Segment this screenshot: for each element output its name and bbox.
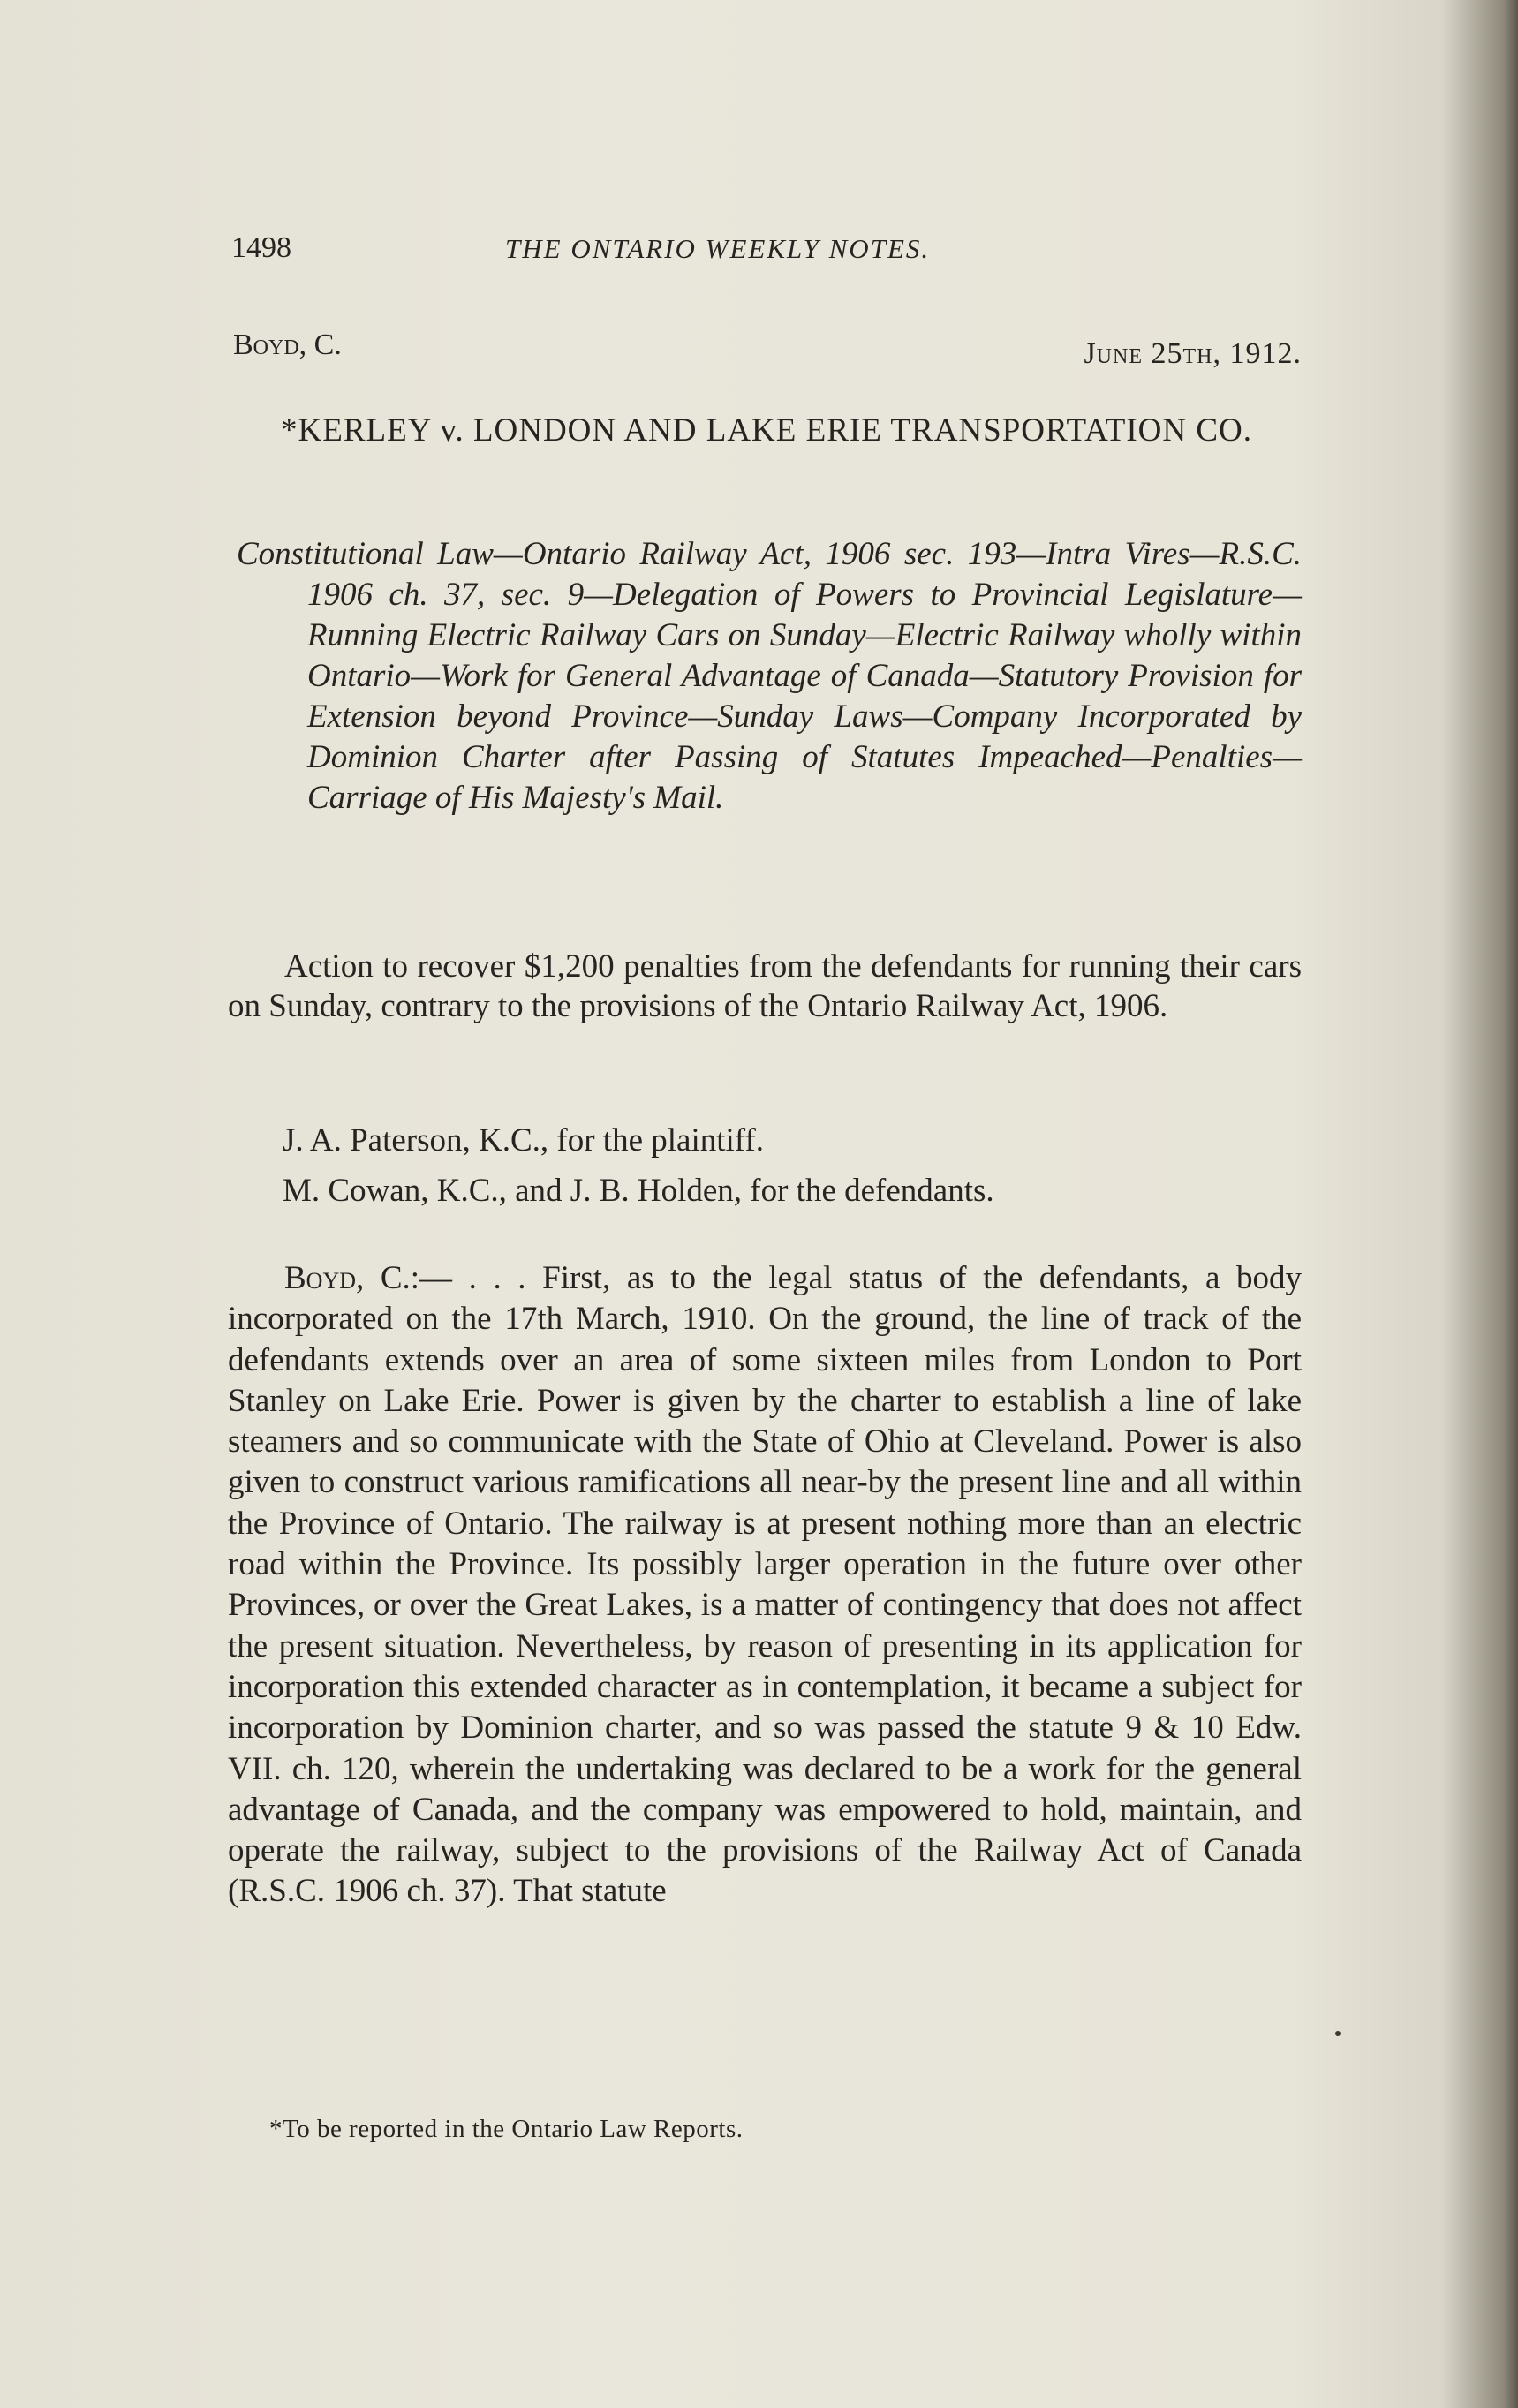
running-title: THE ONTARIO WEEKLY NOTES.	[505, 233, 931, 264]
judgment-speaker: Boyd, C.:—	[284, 1260, 453, 1296]
decision-date: June 25th, 1912.	[1084, 337, 1302, 370]
case-title: *KERLEY v. LONDON AND LAKE ERIE TRANSPORTATION CO.	[281, 412, 1252, 449]
judgment-paragraph	[228, 1258, 1302, 1913]
footnote: *To be reported in the Ontario Law Reports.	[269, 2115, 744, 2143]
paper-speck	[1335, 2031, 1341, 2036]
judgment-text: . . . First, as to the legal status of the defendants, a body incorporated on the 17th March, 1910. On the ground, the line of track of the defendants extends over an area of some sixteen miles from London to Port Stanley on Lake Erie. Power is given by the charter to establish a line of lake steamers and so communicate with the State of Ohio at Cleveland. Power is also given to construct various ramifications all near-by the present line and all within the Province of Ontario. The railway is at present nothing more than an electric road within the Province. Its possibly larger operation in the future over other Provinces, or over the Great Lakes, is a matter of contingency that does not affect the present situation. Nevertheless, by reason of presenting in its application for incorporation this extended character as in contemplation, it became a subject for incorporation by Dominion charter, and so was passed the statute 9 & 10 Edw. VII. ch. 120, wherein the undertaking was declared to be a work for the general advantage of Canada, and the company was empowered to hold, maintain, and operate the railway, subject to the provisions of the Railway Act of Canada (R.S.C. 1906 ch. 37). That statute	[228, 1260, 1303, 1910]
action-paragraph: Action to recover $1,200 penalties from the defendants for running their cars on Sunday, contrary to the provisions of the Ontario Railway Act, 1906.	[228, 948, 1302, 1024]
page-number: 1498	[231, 231, 291, 264]
counsel-defendants: M. Cowan, K.C., and J. B. Holden, for the defendants.	[283, 1173, 994, 1209]
judge-name: Boyd, C.	[233, 328, 342, 361]
counsel-plaintiff: J. A. Paterson, K.C., for the plaintiff.	[283, 1122, 765, 1159]
headnote: Constitutional Law—Ontario Railway Act, 1906 sec. 193—Intra Vires—R.S.C. 1906 ch. 37, sec. 9—Delegation of Powers to Provincial Legislature—Running Electric Railway Cars on Sunday—Electric Railway wholly within Ontario—Work for General Advantage of Canada—Statutory Provision for Extension beyond Province—Sunday Laws—Company Incorporated by Dominion Charter after Passing of Statutes Impeached—Penalties—Carriage of His Majesty's Mail.	[237, 536, 1302, 816]
